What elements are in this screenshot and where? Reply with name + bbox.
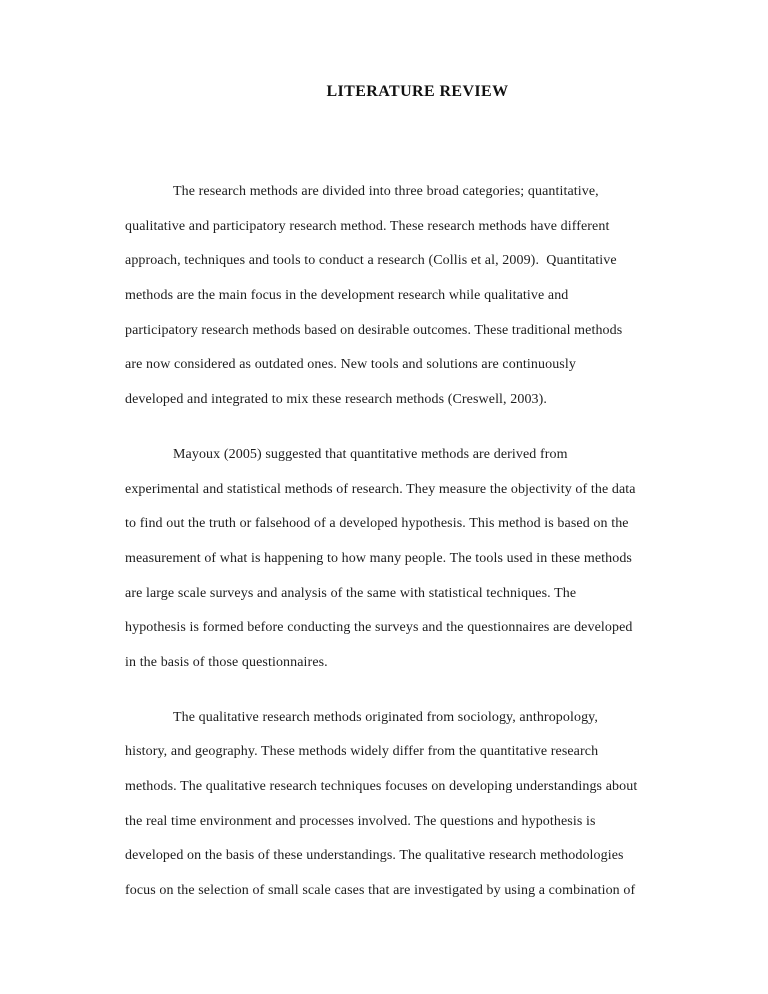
text-line: developed on the basis of these understandings. The qualitative research methodologies <box>125 848 624 864</box>
document-body <box>125 175 735 909</box>
text-line: are large scale surveys and analysis of the same with statistical techniques. The <box>125 585 577 601</box>
text-line: developed and integrated to mix these research methods (Creswell, 2003). <box>125 392 548 408</box>
paragraph <box>125 438 735 681</box>
text-line: methods are the main focus in the development research while qualitative and <box>125 288 569 304</box>
text-line: are now considered as outdated ones. New tools and solutions are continuously <box>125 357 576 373</box>
text-line: approach, techniques and tools to conduct a research (Collis et al, 2009). Quantitative <box>125 253 617 269</box>
text-line: The qualitative research methods originated from sociology, anthropology, <box>173 709 598 725</box>
text-line: hypothesis is formed before conducting the surveys and the questionnaires are developed <box>125 620 633 636</box>
page-title: LITERATURE REVIEW <box>326 83 509 100</box>
text-line: the real time environment and processes involved. The questions and hypothesis is <box>125 813 596 829</box>
text-line: to find out the truth or falsehood of a developed hypothesis. This method is based on the <box>125 516 629 532</box>
text-line: The research methods are divided into three broad categories; quantitative, <box>173 184 599 199</box>
text-line: experimental and statistical methods of research. They measure the objectivity of the data <box>125 481 636 497</box>
text-line: history, and geography. These methods widely differ from the quantitative research <box>125 744 599 760</box>
paragraph <box>125 701 735 909</box>
text-line: in the basis of those questionnaires. <box>125 654 328 670</box>
text-line: Mayoux (2005) suggested that quantitative methods are derived from <box>173 446 568 462</box>
text-line: methods. The qualitative research techniques focuses on developing understandings about <box>125 779 638 794</box>
paragraph <box>125 175 735 418</box>
text-line: qualitative and participatory research method. These research methods have different <box>125 218 610 234</box>
text-line: measurement of what is happening to how many people. The tools used in these methods <box>125 550 632 566</box>
text-line: participatory research methods based on desirable outcomes. These traditional methods <box>125 322 623 338</box>
text-line: focus on the selection of small scale cases that are investigated by using a combination of <box>125 883 636 899</box>
